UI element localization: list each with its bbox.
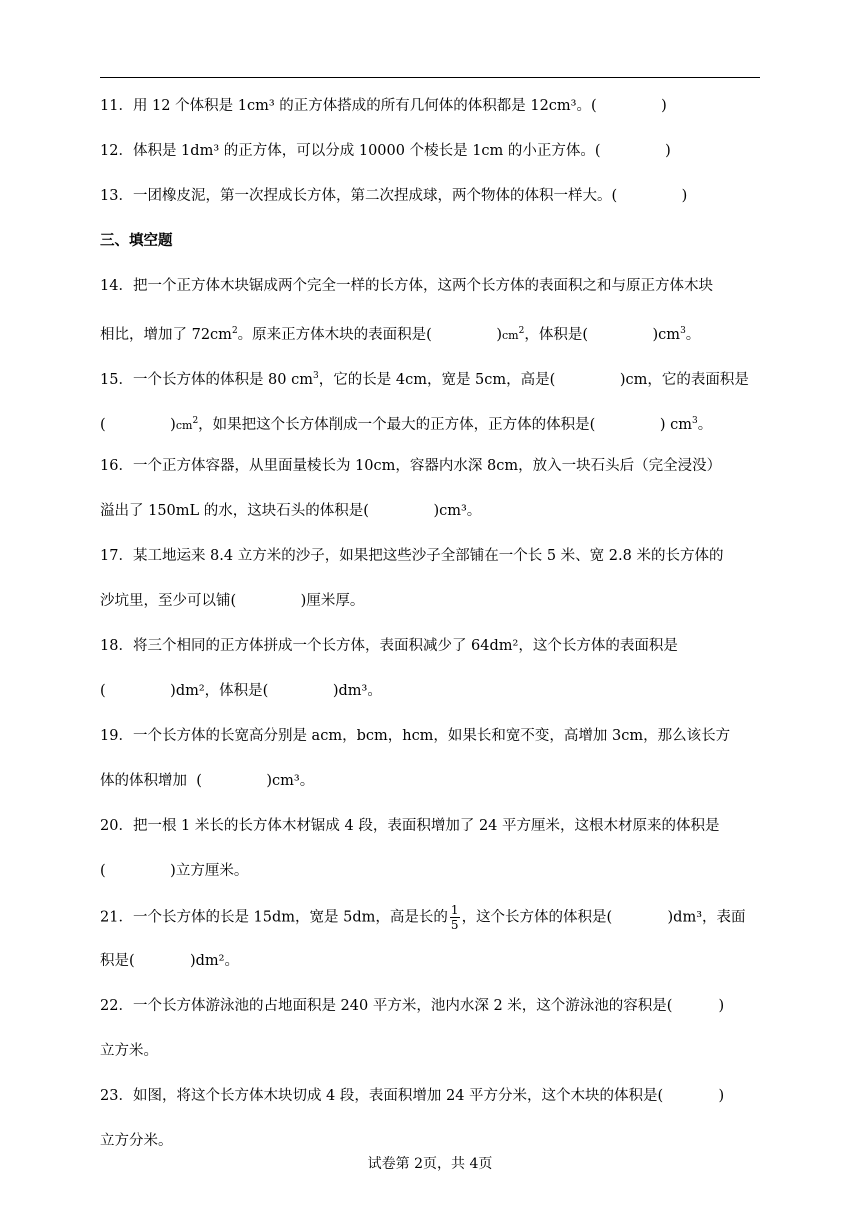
question-22-line-1: 22．一个长方体游泳池的占地面积是 240 平方米，池内水深 2 米，这个游泳池的容积是( ) — [100, 998, 725, 1014]
fraction-denominator: 5 — [450, 918, 459, 932]
q21-text-b: ，这个长方体的体积是( )dm³，表面 — [461, 909, 746, 926]
question-17-line-2: 沙坑里，至少可以铺( )厘米厚。 — [100, 593, 365, 609]
question-18-line-1: 18．将三个相同的正方体拼成一个长方体，表面积减少了 64dm²，这个长方体的表面积是 — [100, 638, 678, 654]
q14-text-a: 相比，增加了 72cm — [100, 327, 232, 343]
question-12: 12．体积是 1dm³ 的正方体，可以分成 10000 个棱长是 1cm 的小正方体。( ) — [100, 143, 671, 159]
q14-sup-c: 3 — [680, 326, 686, 336]
question-16-line-2: 溢出了 150mL 的水，这块石头的体积是( )cm³。 — [100, 503, 482, 519]
q21-text-a: 21．一个长方体的长是 15dm，宽是 5dm，高是长的 — [100, 909, 448, 926]
q14-text-e: 。 — [685, 327, 701, 343]
question-16-line-1: 16．一个正方体容器，从里面量棱长为 10cm，容器内水深 8cm，放入一块石头后（完全浸没） — [100, 458, 722, 474]
q15-text-b: ，它的长是 4cm，宽是 5cm，高是( )cm，它的表面积是 — [318, 372, 749, 388]
q14-sup-a: 2 — [231, 326, 238, 336]
q14-unit-cm: cm — [502, 329, 519, 342]
header-rule — [100, 77, 760, 78]
question-18-line-2: ( )dm²，体积是( )dm³。 — [100, 683, 382, 699]
q15-text-d: 。 — [697, 417, 713, 433]
question-14-line-2 — [100, 320, 762, 347]
fraction-numerator: 1 — [450, 903, 459, 917]
question-15-line-1 — [100, 365, 762, 391]
question-23-line-2: 立方分米。 — [100, 1133, 173, 1149]
question-19-line-1: 19．一个长方体的长宽高分别是 acm，bcm，hcm，如果长和宽不变，高增加 3cm，那么该长方 — [100, 728, 731, 744]
q14-text-d: ，体积是( )cm — [524, 327, 681, 343]
question-14-line-1: 14．把一个正方体木块锯成两个完全一样的长方体，这两个长方体的表面积之和与原正方体木块 — [100, 278, 713, 294]
question-15-line-2 — [100, 410, 762, 437]
question-19-line-2: 体的体积增加 ( )cm³。 — [100, 773, 315, 789]
question-17-line-1: 17．某工地运来 8.4 立方米的沙子，如果把这些沙子全部铺在一个长 5 米、宽 2.8 米的长方体的 — [100, 548, 724, 564]
question-23-line-1: 23．如图，将这个长方体木块切成 4 段，表面积增加 24 平方分米，这个木块的体积是( ) — [100, 1088, 725, 1104]
question-20-line-1: 20．把一根 1 米长的长方体木材锯成 4 段，表面积增加了 24 平方厘米，这根木材原来的体积是 — [100, 818, 720, 834]
section-heading-fill-blank: 三、填空题 — [100, 232, 173, 249]
q15-sup-a: 3 — [313, 371, 319, 381]
question-13: 13．一团橡皮泥，第一次捏成长方体，第二次捏成球，两个物体的体积一样大。( ) — [100, 188, 688, 204]
q15-text-a: 15．一个长方体的体积是 80 cm — [100, 372, 313, 388]
question-21-line-1 — [100, 903, 762, 932]
page-footer: 试卷第 2页，共 4页 — [367, 1156, 493, 1172]
q14-text-b: 。原来正方体木块的表面积是( ) — [237, 327, 503, 343]
q15-text-c: ，如果把这个长方体削成一个最大的正方体，正方体的体积是( ) cm — [198, 417, 692, 433]
q15-sup-b: 2 — [192, 416, 199, 426]
question-11: 11．用 12 个体积是 1cm³ 的正方体搭成的所有几何体的体积都是 12cm³。( ) — [100, 98, 667, 114]
question-22-line-2: 立方米。 — [100, 1043, 158, 1059]
q15-sup-c: 3 — [692, 416, 698, 426]
question-20-line-2: ( )立方厘米。 — [100, 863, 249, 879]
q15-unit-cm: cm — [175, 419, 193, 432]
q15-blank: ( ) — [100, 417, 176, 433]
question-21-line-2: 积是( )dm²。 — [100, 953, 239, 969]
fraction-one-fifth — [450, 903, 460, 932]
q14-sup-b: 2 — [518, 326, 525, 336]
